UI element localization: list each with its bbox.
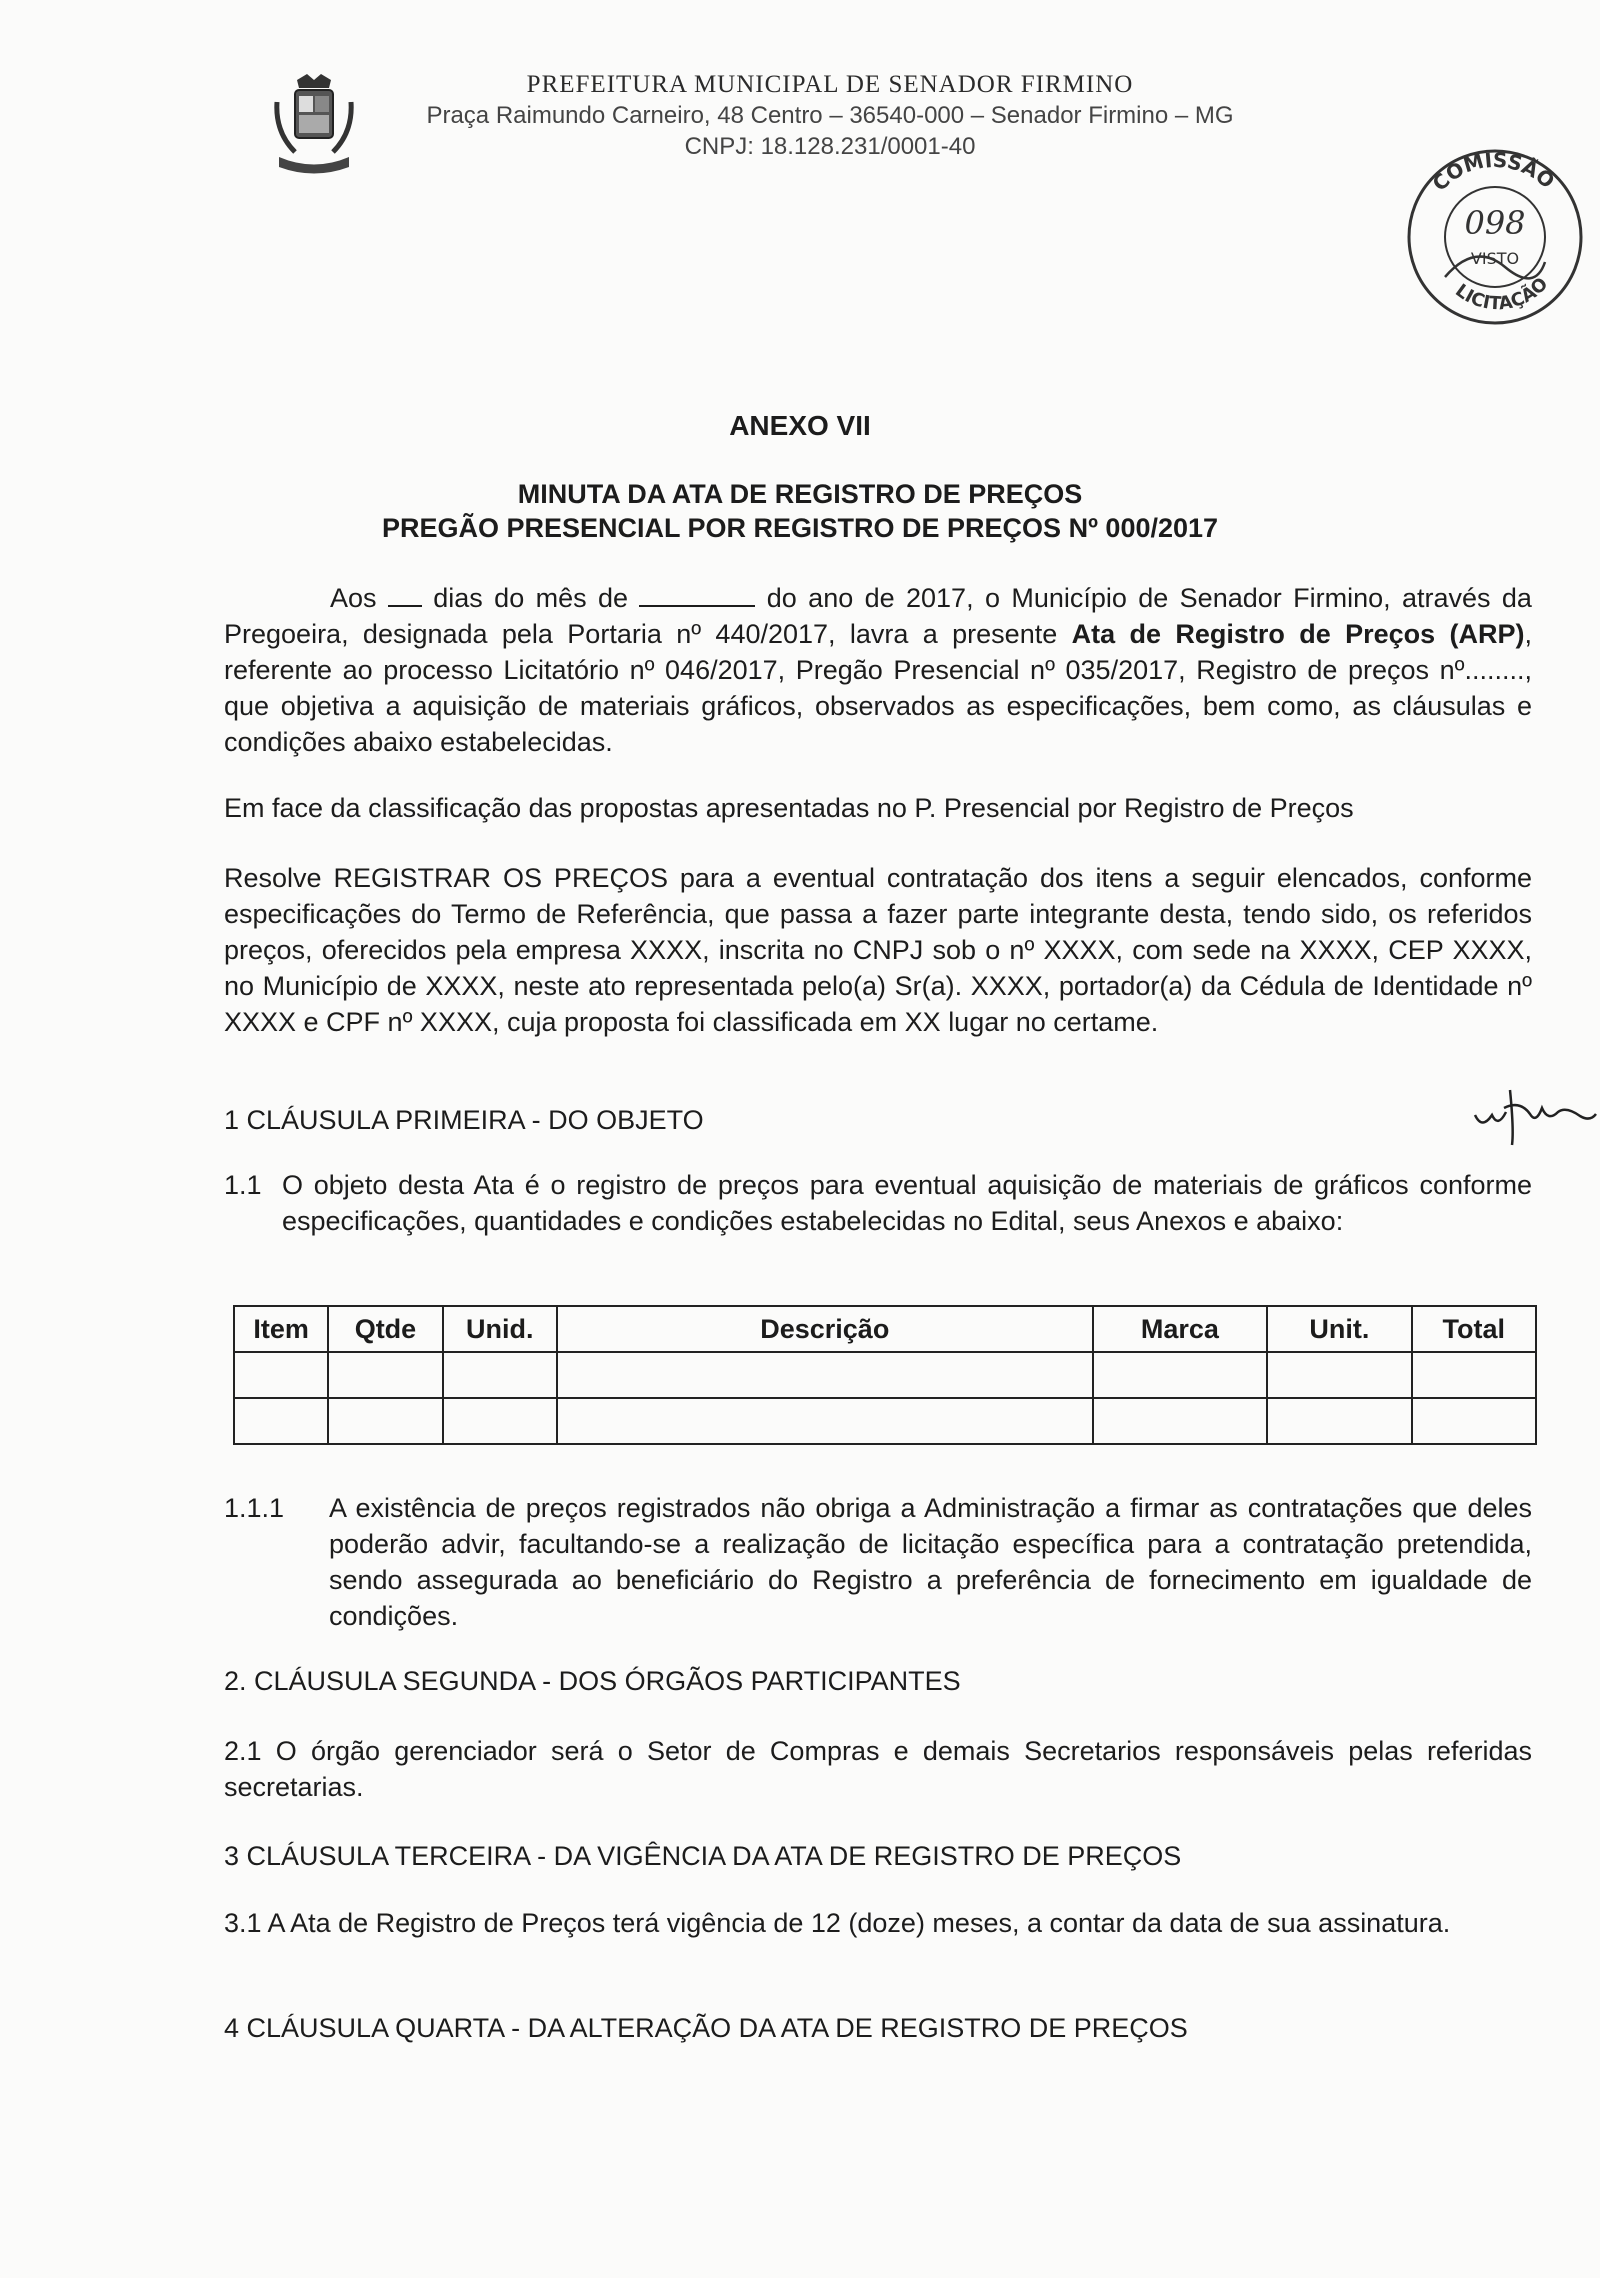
table-row — [234, 1398, 1536, 1444]
clause3-title: 3 CLÁUSULA TERCEIRA - DA VIGÊNCIA DA ATA DE REGISTRO DE PREÇOS — [224, 1841, 1182, 1871]
clause2-1: 2.1 O órgão gerenciador será o Setor de Compras e demais Secretarios responsáveis pelas referidas secretarias. — [224, 1736, 1532, 1802]
table-header-row — [234, 1306, 1536, 1352]
handwritten-initials-icon — [1470, 1070, 1600, 1150]
municipal-coat-of-arms-icon — [267, 72, 362, 182]
blank-day — [388, 581, 422, 607]
clause3-1: 3.1 A Ata de Registro de Preços terá vigência de 12 (doze) meses, a contar da data de sua assinatura. — [224, 1908, 1451, 1938]
clause1-1-text: O objeto desta Ata é o registro de preços para eventual aquisição de materiais de gráficos conforme especificações, quantidades e condições estabelecidas no Edital, seus Anexos e abaixo: — [282, 1170, 1532, 1236]
items-table — [233, 1305, 1537, 1445]
commission-stamp-icon — [1395, 142, 1595, 332]
intro-text-aos: Aos — [330, 583, 377, 613]
clause1-1-1 — [224, 1490, 1532, 1634]
clause1-title: 1 CLÁUSULA PRIMEIRA - DO OBJETO — [224, 1105, 704, 1135]
intro-text-mes: dias do mês de — [433, 583, 629, 613]
col-qtde: Qtde — [328, 1306, 442, 1352]
clause2-title: 2. CLÁUSULA SEGUNDA - DOS ÓRGÃOS PARTICIPANTES — [224, 1666, 961, 1696]
table-row — [234, 1352, 1536, 1398]
clause1-1-1-text: A existência de preços registrados não obriga a Administração a firmar as contratações que deles poderão advir, facultando-se a realização de licitação específica para a contratação pretendida, sendo assegurada ao beneficiário do Registro a preferência de fornecimento em igualdade de condições. — [329, 1493, 1532, 1631]
intro-paragraph — [224, 580, 1532, 760]
clause1-1-1-number: 1.1.1 — [224, 1493, 285, 1523]
col-total: Total — [1412, 1306, 1536, 1352]
municipality-name: PREFEITURA MUNICIPAL DE SENADOR FIRMINO — [526, 71, 1134, 98]
col-unit: Unit. — [1267, 1306, 1411, 1352]
intro-ata-bold: Ata de Registro de Preços (ARP) — [1071, 619, 1525, 649]
col-descricao: Descrição — [557, 1306, 1093, 1352]
svg-text:COMISSÃO — [1428, 148, 1560, 196]
municipality-address: Praça Raimundo Carneiro, 48 Centro – 36540-000 – Senador Firmino – MG — [426, 102, 1234, 129]
blank-month — [639, 581, 755, 607]
col-marca: Marca — [1093, 1306, 1268, 1352]
col-unid: Unid. — [443, 1306, 557, 1352]
intro-text-rest: , referente ao processo Licitatório nº 046/2017, Pregão Presencial nº 035/2017, Registro de preços nº........, que objetiva a aquisição de materiais gráficos, observados as especificações, bem como, as cláusulas e condições abaixo estabelecidas. — [224, 619, 1532, 757]
annex-title: ANEXO VII — [729, 410, 871, 441]
stamp-top-text: COMISSÃO — [1427, 147, 1560, 196]
intro-text-main: do ano de 2017, o Município de Senador Firmino, através da Pregoeira, designada pela Portaria nº 440/2017, lavra a presente — [224, 583, 1532, 649]
col-item: Item — [234, 1306, 328, 1352]
clause4-title: 4 CLÁUSULA QUARTA - DA ALTERAÇÃO DA ATA DE REGISTRO DE PREÇOS — [224, 2013, 1188, 2043]
document-subtitle: PREGÃO PRESENCIAL POR REGISTRO DE PREÇOS Nº 000/2017 — [381, 513, 1219, 543]
resolve-paragraph: Resolve REGISTRAR OS PREÇOS para a eventual contratação dos itens a seguir elencados, conforme especificações do Termo de Referência, que passa a fazer parte integrante desta, tendo sido, os referidos preços, oferecidos pela empresa XXXX, inscrita no CNPJ sob o nº XXXX, com sede na XXXX, CEP XXXX, no Município de XXXX, neste ato representada pelo(a) Sr(a). XXXX, portador(a) da Cédula de Identidade nº XXXX e CPF nº XXXX, cuja proposta foi classificada em XX lugar no certame. — [224, 863, 1532, 1037]
stamp-number: 098 — [1464, 204, 1526, 242]
svg-text:LICITAÇÃO — [1451, 274, 1552, 315]
stamp-visto: VISTO — [1470, 249, 1520, 268]
municipality-cnpj: CNPJ: 18.128.231/0001-40 — [684, 132, 976, 160]
clause1-1 — [224, 1167, 1532, 1239]
stamp-bottom-text: LICITAÇÃO — [1451, 273, 1553, 315]
clause1-1-number: 1.1 — [224, 1170, 262, 1200]
classification-paragraph: Em face da classificação das propostas apresentadas no P. Presencial por Registro de Preços — [224, 793, 1354, 823]
document-title: MINUTA DA ATA DE REGISTRO DE PREÇOS — [517, 479, 1083, 509]
letterhead — [270, 70, 1390, 162]
